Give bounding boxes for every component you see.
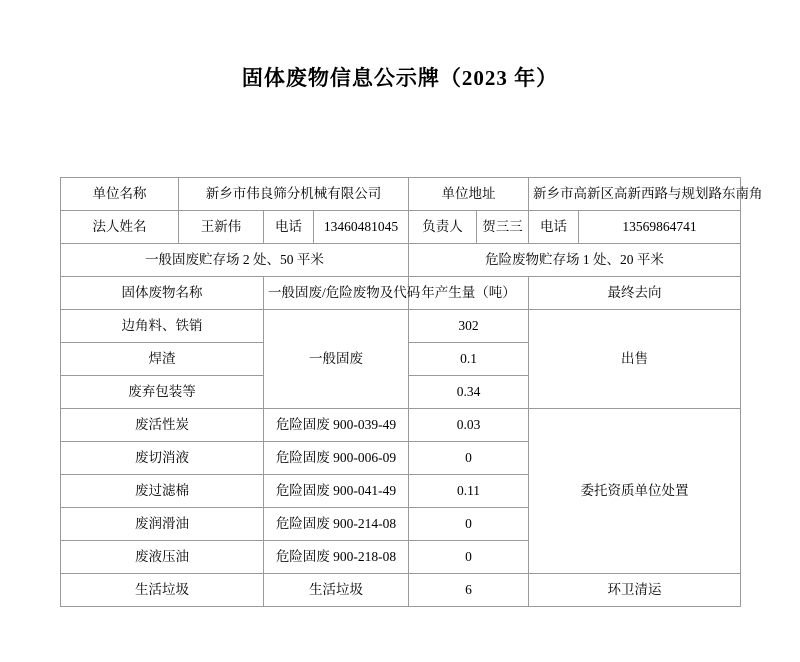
cell-waste-category: 危险固废 900-218-08 <box>264 541 409 574</box>
label-phone-2: 电话 <box>529 211 579 244</box>
cell-annual-amount: 0.11 <box>409 475 529 508</box>
value-hazardous-waste-storage: 危险废物贮存场 1 处、20 平米 <box>409 244 741 277</box>
cell-waste-category: 生活垃圾 <box>264 574 409 607</box>
cell-waste-category: 危险固废 900-214-08 <box>264 508 409 541</box>
cell-waste-name: 边角料、铁销 <box>61 310 264 343</box>
header-waste-category: 一般固废/危险废物及代码 <box>264 277 409 310</box>
value-responsible-person: 贺三三 <box>477 211 529 244</box>
table-row-contact <box>61 211 741 244</box>
value-legal-person: 王新伟 <box>179 211 264 244</box>
label-unit-address: 单位地址 <box>409 178 529 211</box>
cell-waste-name: 废过滤棉 <box>61 475 264 508</box>
cell-waste-category: 危险固废 900-041-49 <box>264 475 409 508</box>
solid-waste-info-table <box>60 177 763 607</box>
cell-waste-name: 废切消液 <box>61 442 264 475</box>
cell-annual-amount: 0 <box>409 442 529 475</box>
cell-waste-name: 废活性炭 <box>61 409 264 442</box>
table-header-row <box>61 277 741 310</box>
solid-waste-info-table-wrap <box>60 177 763 607</box>
table-row-storage <box>61 244 741 277</box>
header-final-destination: 最终去向 <box>529 277 741 310</box>
label-phone-1: 电话 <box>264 211 314 244</box>
header-annual-amount: 年产生量（吨） <box>409 277 529 310</box>
cell-final-destination: 环卫清运 <box>529 574 741 607</box>
table-row-company <box>61 178 741 211</box>
label-responsible-person: 负责人 <box>409 211 477 244</box>
value-phone-2: 13569864741 <box>579 211 741 244</box>
cell-final-destination: 出售 <box>529 310 741 409</box>
cell-annual-amount: 6 <box>409 574 529 607</box>
label-unit-name: 单位名称 <box>61 178 179 211</box>
cell-annual-amount: 0.1 <box>409 343 529 376</box>
label-legal-person: 法人姓名 <box>61 211 179 244</box>
header-waste-name: 固体废物名称 <box>61 277 264 310</box>
value-unit-address: 新乡市高新区高新西路与规划路东南角 <box>529 178 741 211</box>
cell-final-destination: 委托资质单位处置 <box>529 409 741 574</box>
cell-annual-amount: 0.03 <box>409 409 529 442</box>
table-row <box>61 574 741 607</box>
table-row <box>61 409 741 442</box>
cell-annual-amount: 0 <box>409 541 529 574</box>
value-unit-name: 新乡市伟良筛分机械有限公司 <box>179 178 409 211</box>
cell-waste-name: 废液压油 <box>61 541 264 574</box>
cell-annual-amount: 0.34 <box>409 376 529 409</box>
cell-annual-amount: 302 <box>409 310 529 343</box>
value-phone-1: 13460481045 <box>314 211 409 244</box>
cell-waste-category: 危险固废 900-039-49 <box>264 409 409 442</box>
page-title: 固体废物信息公示牌（2023 年） <box>241 66 559 90</box>
table-row <box>61 310 741 343</box>
value-general-waste-storage: 一般固废贮存场 2 处、50 平米 <box>61 244 409 277</box>
cell-waste-category: 一般固废 <box>264 310 409 409</box>
cell-waste-name: 生活垃圾 <box>61 574 264 607</box>
cell-annual-amount: 0 <box>409 508 529 541</box>
document-page <box>0 62 800 662</box>
cell-waste-name: 废润滑油 <box>61 508 264 541</box>
cell-waste-name: 废弃包装等 <box>61 376 264 409</box>
cell-waste-name: 焊渣 <box>61 343 264 376</box>
cell-waste-category: 危险固废 900-006-09 <box>264 442 409 475</box>
